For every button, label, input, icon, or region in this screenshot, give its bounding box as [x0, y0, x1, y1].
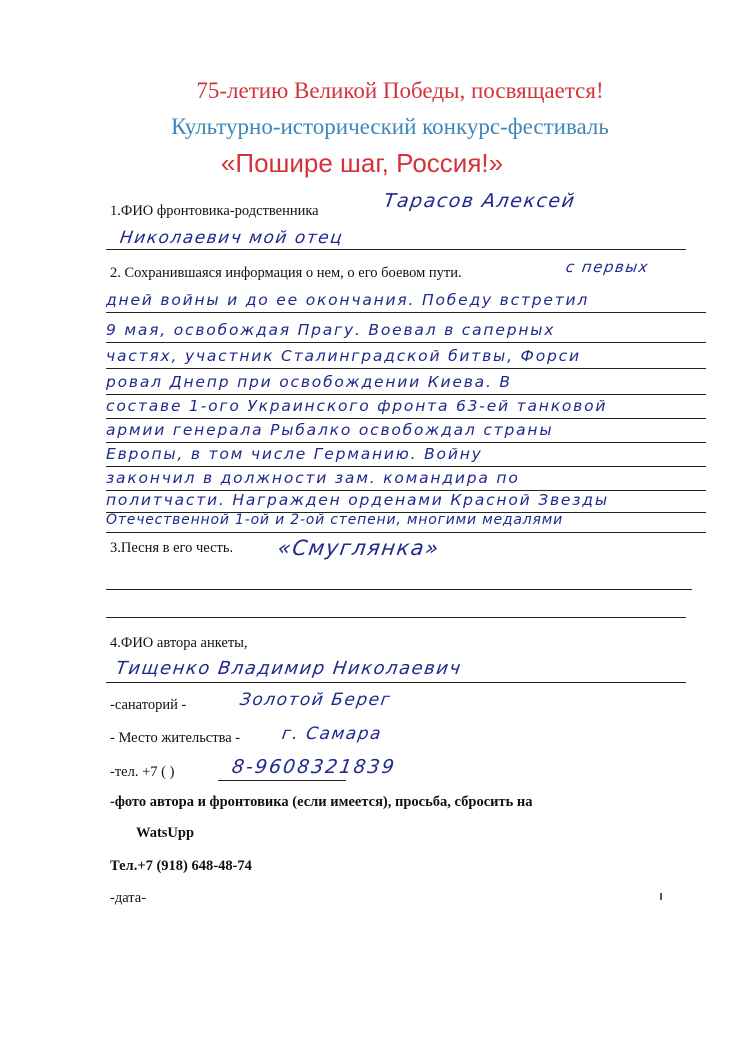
phone-underline — [218, 780, 346, 781]
scan-mark — [660, 893, 662, 900]
contest-subtitle: Культурно-исторический конкурс-фестиваль — [171, 114, 609, 139]
q3-label: 3.Песня в его честь. — [110, 540, 234, 556]
q1-answer-part1: Тарасов Алексей — [382, 190, 578, 212]
q2-answer-line: частях, участник Сталинградской битвы, Форси — [106, 346, 706, 369]
q2-answer-line: составе 1-ого Украинского фронта 63-ей танковой — [106, 396, 706, 419]
q1-answer-part2: Николаевич мой отец — [118, 228, 345, 248]
phone-label: -тел. +7 ( ) — [110, 764, 175, 780]
phone-value: 8-9608321839 — [230, 756, 398, 778]
residence-value: г. Самара — [280, 724, 384, 744]
photo-note: -фото автора и фронтовика (если имеется), просьба, сбросить на — [110, 794, 533, 810]
residence-label: - Место жительства - — [110, 730, 241, 746]
contact-phone: Тел.+7 (918) 648-48-74 — [110, 858, 252, 874]
q3-answer-line — [106, 589, 692, 590]
q3-answer: «Смуглянка» — [276, 536, 442, 560]
watsapp-label: WatsUpp — [136, 825, 195, 841]
q2-answer-line: армии генерала Рыбалко освобождал страны — [106, 420, 706, 443]
q3-extra-line — [106, 617, 686, 618]
q2-answer-line: Отечественной 1-ой и 2-ой степени, многими медалями — [106, 510, 706, 533]
dedication-title: 75-летию Великой Победы, посвящается! — [196, 78, 604, 103]
q4-label: 4.ФИО автора анкеты, — [110, 635, 248, 651]
sanatorium-label: -санаторий - — [110, 697, 187, 713]
date-label: -дата- — [110, 890, 147, 906]
q2-answer-line: дней войны и до ее окончания. Победу встретил — [106, 290, 706, 313]
q2-answer-line: 9 мая, освобождая Прагу. Воевал в саперных — [106, 320, 706, 343]
q1-answer-line — [106, 249, 686, 250]
q2-answer-line: Европы, в том числе Германию. Войну — [106, 444, 706, 467]
q2-answer-line: ровал Днепр при освобождении Киева. В — [106, 372, 706, 395]
q4-answer: Тищенко Владимир Николаевич — [114, 658, 464, 679]
festival-name: «Пошире шаг, Россия!» — [220, 148, 504, 178]
sanatorium-value: Золотой Берег — [238, 690, 393, 710]
q2-answer-line: закончил в должности зам. командира по — [106, 468, 706, 491]
q2-answer-start: с первых — [564, 258, 651, 276]
q1-label: 1.ФИО фронтовика-родственника — [110, 203, 319, 219]
q2-label: 2. Сохранившаяся информация о нем, о его боевом пути. — [110, 265, 462, 281]
q4-answer-line — [106, 682, 686, 683]
q2-answer-line: политчасти. Награжден орденами Красной Звезды — [106, 490, 706, 513]
